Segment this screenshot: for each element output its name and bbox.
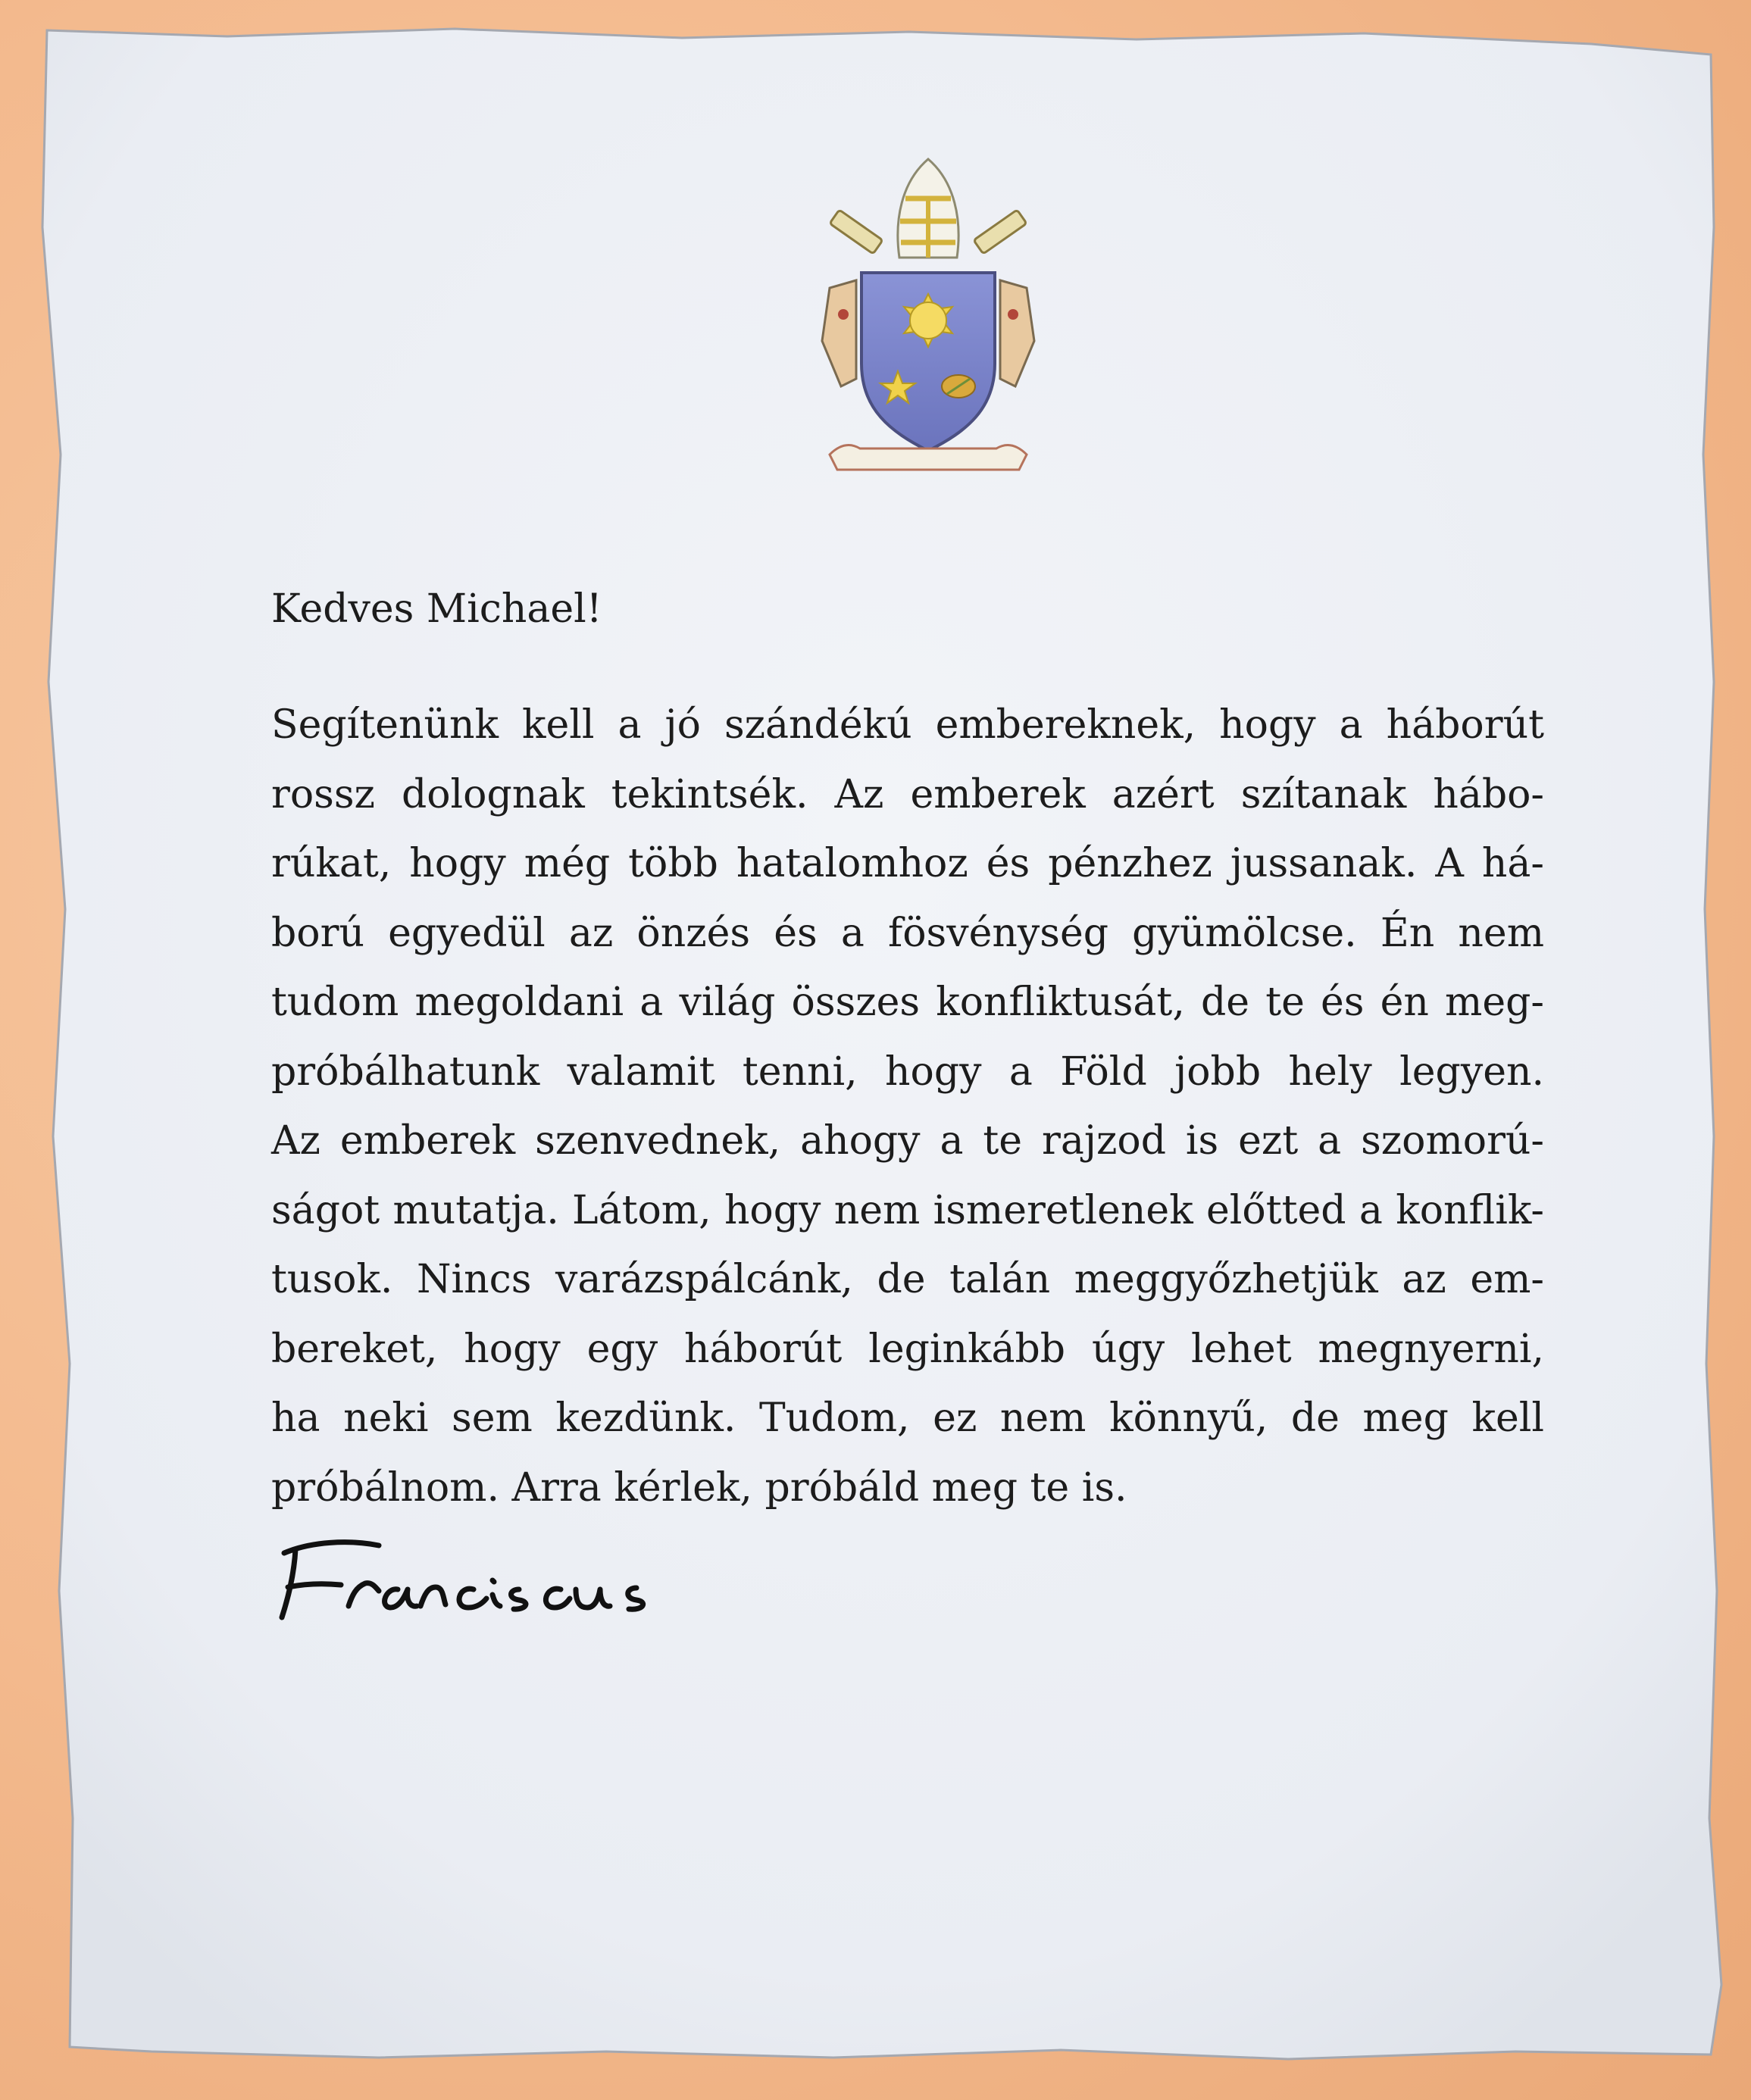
coat-of-arms-emblem	[815, 152, 1042, 485]
letter-line: Segítenünk kell a jó szándékú embereknek, hogy a háborút	[271, 702, 1544, 748]
letter-salutation: Kedves Michael!	[271, 586, 602, 632]
letter-paragraph	[271, 691, 1544, 1523]
signature-franciscus	[265, 1523, 720, 1636]
letter-body	[271, 574, 1544, 1523]
letter-line: ságot mutatja. Látom, hogy nem ismeretlenek előtted a konflik-	[271, 1187, 1544, 1233]
letter-line: rúkat, hogy még több hatalomhoz és pénzhez jussanak. A há-	[271, 841, 1544, 886]
letter-line: bereket, hogy egy háborút leginkább úgy lehet megnyerni,	[271, 1326, 1544, 1372]
letter-line: rossz dolognak tekintsék. Az emberek azért szítanak hábo-	[271, 771, 1544, 817]
letter-line: ha neki sem kezdünk. Tudom, ez nem könnyű, de meg kell	[271, 1395, 1544, 1441]
letter-line: próbálnom. Arra kérlek, próbáld meg te is.	[271, 1464, 1127, 1511]
letter-line: tudom megoldani a világ összes konfliktusát, de te és én meg-	[271, 980, 1544, 1025]
letter-line: próbálhatunk valamit tenni, hogy a Föld jobb hely legyen.	[271, 1048, 1544, 1095]
letter-line: ború egyedül az önzés és a fösvénység gyümölcse. Én nem	[271, 910, 1544, 956]
letter-line: Az emberek szenvednek, ahogy a te rajzod is ezt a szomorú-	[271, 1118, 1544, 1164]
letter-line: tusok. Nincs varázspálcánk, de talán meggyőzhetjük az em-	[271, 1257, 1544, 1302]
